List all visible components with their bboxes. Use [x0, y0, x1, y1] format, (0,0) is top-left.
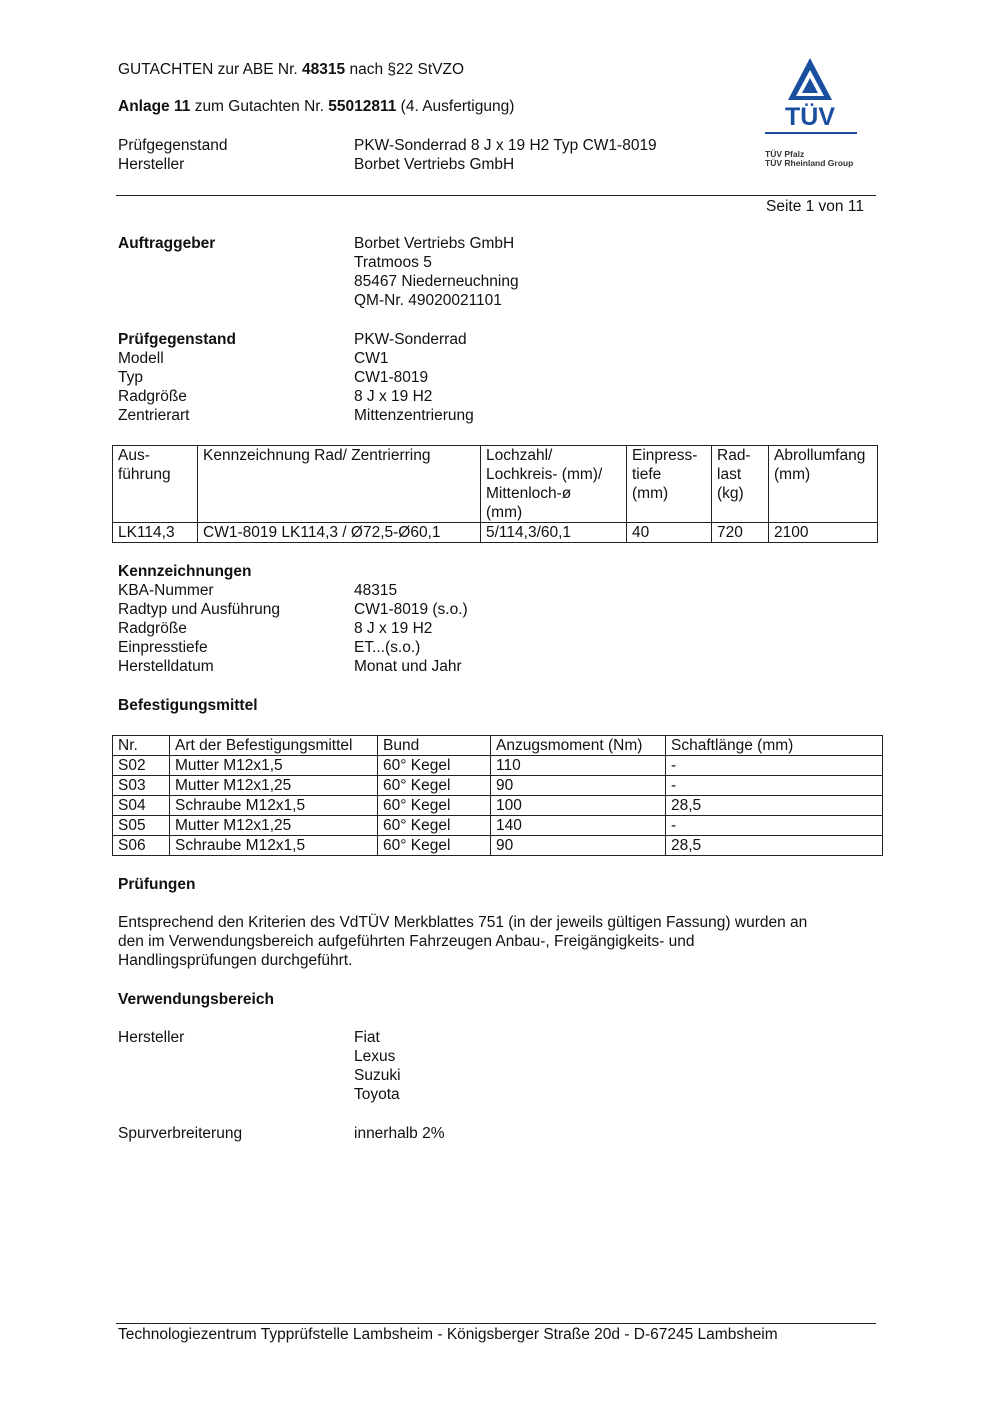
hersteller-item: Lexus — [354, 1048, 396, 1065]
auftraggeber-line: QM-Nr. 49020021101 — [354, 292, 502, 309]
kennzeichnungen-section: Kennzeichnungen KBA-Nummer 48315 Radtyp und Ausführung CW1-8019 (s.o.) Radgröße 8 J x 19 H2 Einpresstiefe ET...(s.o.) Herstelldatum Monat und Jahr — [118, 563, 468, 675]
table-cell: 2100 — [769, 523, 878, 543]
tuev-logo — [760, 56, 860, 172]
section-title: Prüfungen — [118, 876, 196, 893]
footer-divider — [116, 1323, 876, 1324]
header-divider — [116, 195, 876, 196]
auftraggeber-section — [118, 234, 878, 310]
logo-caption: TÜV Pfalz TÜV Rheinland Group — [765, 149, 854, 168]
table-cell: 720 — [712, 523, 769, 543]
table-header-cell: Kennzeichnung Rad/ Zentrierring — [198, 446, 481, 523]
section-title: Befestigungsmittel — [118, 697, 258, 714]
table-header-row — [113, 446, 878, 523]
tuev-triangle-icon — [760, 56, 860, 136]
table-header-cell: Aus- führung — [113, 446, 198, 523]
verwendung-hersteller: Hersteller Fiat Lexus Suzuki Toyota — [118, 1028, 878, 1104]
auftraggeber-line: Borbet Vertriebs GmbH — [354, 235, 515, 252]
table-header-cell: Bund — [378, 736, 491, 756]
table-header-cell: Art der Befestigungsmittel — [170, 736, 378, 756]
table-cell: CW1-8019 LK114,3 / Ø72,5-Ø60,1 — [198, 523, 481, 543]
table-header-cell: Rad- last (kg) — [712, 446, 769, 523]
table-header-cell: Schaftlänge (mm) — [666, 736, 883, 756]
hersteller-item: Toyota — [354, 1086, 400, 1103]
footer-text: Technologiezentrum Typprüfstelle Lambsheim - Königsberger Straße 20d - D-67245 Lambsheim — [118, 1326, 778, 1343]
pruefgegenstand-section: Prüfgegenstand PKW-Sonderrad Modell CW1 Typ CW1-8019 Radgröße 8 J x 19 H2 Zentrierart Mittenzentrierung — [118, 330, 878, 425]
auftraggeber-line: 85467 Niederneuchning — [354, 273, 519, 290]
table-row: S05 Mutter M12x1,25 60° Kegel 140 - — [113, 816, 883, 836]
header-line-1: GUTACHTEN zur ABE Nr. 48315 nach §22 StVZO — [118, 61, 465, 78]
logo-text: TÜV — [785, 103, 835, 131]
pruefgegenstand-label: Prüfgegenstand — [118, 331, 236, 348]
auftraggeber-line: Tratmoos 5 — [354, 254, 432, 271]
header-line-2: Anlage 11 zum Gutachten Nr. 55012811 (4. Ausfertigung) — [118, 98, 515, 115]
pruefungen-paragraph: Entsprechend den Kriterien des VdTÜV Merkblattes 751 (in der jeweils gültigen Fassung) wurden an den im Verwendungsbereich aufgeführten Fahrzeugen Anbau-, Freigängigkeits- und Handlingsprüfungen durchgeführt. — [118, 914, 808, 969]
verwendung-spur: Spurverbreiterung innerhalb 2% — [118, 1125, 445, 1142]
table-header-cell: Nr. — [113, 736, 170, 756]
table-header-cell: Lochzahl/ Lochkreis- (mm)/ Mittenloch-ø (mm) — [481, 446, 627, 523]
auftraggeber-label: Auftraggeber — [118, 235, 216, 252]
table-row: S06 Schraube M12x1,5 60° Kegel 90 28,5 — [113, 836, 883, 856]
pruefgegenstand-value: PKW-Sonderrad — [354, 331, 467, 348]
table-row — [113, 523, 878, 543]
table-header-cell: Anzugsmoment (Nm) — [491, 736, 666, 756]
table-cell: 40 — [627, 523, 712, 543]
table-cell: LK114,3 — [113, 523, 198, 543]
header-item: Hersteller Borbet Vertriebs GmbH — [118, 156, 515, 173]
table-row: S03 Mutter M12x1,25 60° Kegel 90 - — [113, 776, 883, 796]
page-number: Seite 1 von 11 — [766, 198, 864, 215]
section-title: Verwendungsbereich — [118, 991, 274, 1008]
hersteller-item: Suzuki — [354, 1067, 401, 1084]
table-header-cell: Einpress- tiefe (mm) — [627, 446, 712, 523]
befestigung-table — [112, 735, 883, 856]
table-cell: 5/114,3/60,1 — [481, 523, 627, 543]
section-title: Kennzeichnungen — [118, 563, 252, 580]
header-item: Prüfgegenstand PKW-Sonderrad 8 J x 19 H2 Typ CW1-8019 — [118, 137, 657, 154]
hersteller-item: Fiat — [354, 1029, 380, 1046]
table-header-cell: Abrollumfang (mm) — [769, 446, 878, 523]
table-row: S02 Mutter M12x1,5 60° Kegel 110 - — [113, 756, 883, 776]
table-header-row — [113, 736, 883, 756]
wheel-table — [112, 445, 878, 543]
table-row: S04 Schraube M12x1,5 60° Kegel 100 28,5 — [113, 796, 883, 816]
